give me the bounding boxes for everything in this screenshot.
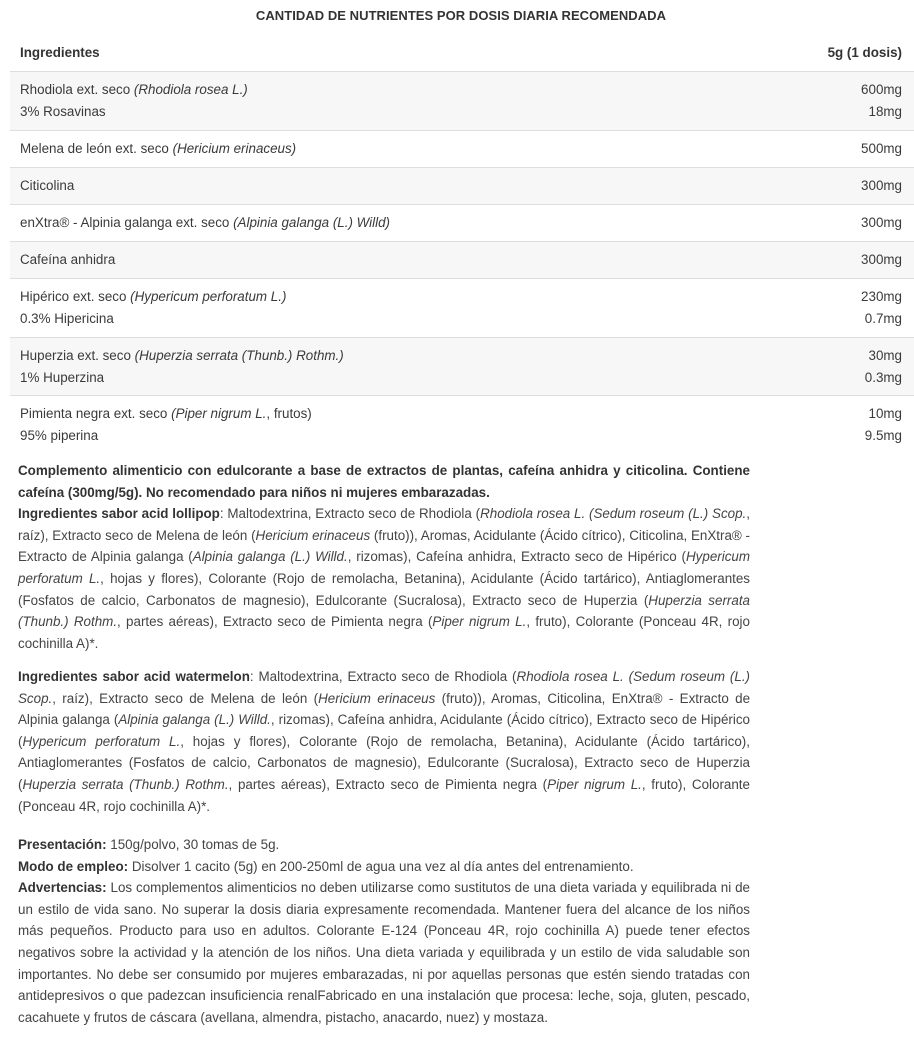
ingredient-subname: 0.3% Hipericina	[20, 311, 114, 326]
page-title: CANTIDAD DE NUTRIENTES POR DOSIS DIARIA RECOMENDADA	[255, 8, 667, 23]
usage-paragraph	[18, 834, 750, 1028]
advertencias-label: Advertencias:	[18, 880, 107, 896]
ingredient-subname: 3% Rosavinas	[20, 104, 106, 119]
ingredient-subvalue: 0.3mg	[864, 370, 902, 385]
ingredient-value: 300mg	[861, 252, 902, 267]
table-header	[10, 34, 914, 72]
table-row	[10, 338, 914, 396]
ingredient-subvalue: 9.5mg	[864, 428, 902, 443]
header-ingredient: Ingredientes	[20, 45, 100, 60]
intro-text: Complemento alimenticio con edulcorante a base de extractos de plantas, cafeína anhidra y citicolina. Contiene cafeína (300mg/5g). No recomendado para niños ni mujeres embarazadas.	[18, 463, 750, 500]
ingredient-value: 230mg	[861, 289, 902, 304]
modo-label: Modo de empleo:	[18, 858, 129, 874]
advertencias-text: Los complementos alimenticios no deben utilizarse como sustitutos de una dieta variada y equilibrada ni de un estilo de vida sano. No superar la dosis diaria expresamente recomendada. Mantener fuera del alcance de los niños más pequeños. Producto para uso en adultos. Colorante E-124 (Ponceau 4R, rojo cochinilla A) puede tener efectos negativos sobre la actividad y la atención de los niños. Una dieta variada y equilibrada y un estilo de vida saludable son importantes. No debe ser consumido por mujeres embarazadas, ni por aquellas personas que estén siendo tratadas con antidepresivos o que padezcan insuficiencia renalFabricado en una instalación que procesa: leche, soja, gluten, pescado, cacahuete y frutos de cáscara (avellana, almendra, pistacho, anacardo, nuez) y mostaza.	[18, 880, 750, 1025]
table-row	[10, 205, 914, 242]
header-dose: 5g (1 dosis)	[827, 45, 902, 60]
table-row	[10, 242, 914, 279]
table-row	[10, 279, 914, 338]
presentacion-label: Presentación:	[18, 837, 107, 852]
ingredient-name: Pimienta negra ext. seco (Piper nigrum L., frutos)	[20, 406, 312, 421]
table-row	[10, 72, 914, 131]
ingredient-subname: 1% Huperzina	[20, 370, 105, 385]
watermelon-label: Ingredientes sabor acid watermelon	[18, 669, 250, 684]
table-row	[10, 131, 914, 168]
ingredient-name: Rhodiola ext. seco (Rhodiola rosea L.)	[20, 82, 248, 97]
ingredient-name: Huperzia ext. seco (Huperzia serrata (Thunb.) Rothm.)	[20, 348, 344, 363]
ingredient-value: 600mg	[861, 82, 902, 97]
modo-text: Disolver 1 cacito (5g) en 200-250ml de agua una vez al día antes del entrenamiento.	[128, 858, 634, 874]
ingredient-subvalue: 0.7mg	[864, 311, 902, 326]
ingredient-name: Citicolina	[20, 178, 75, 193]
ingredient-value: 300mg	[861, 178, 902, 193]
ingredient-value: 500mg	[861, 141, 902, 156]
ingredient-name: enXtra® - Alpinia galanga ext. seco (Alpinia galanga (L.) Willd)	[20, 215, 391, 230]
table-row	[10, 396, 914, 454]
ingredient-subname: 95% piperina	[20, 428, 99, 443]
lollipop-label: Ingredientes sabor acid lollipop	[18, 506, 220, 522]
ingredient-value: 300mg	[861, 215, 902, 230]
watermelon-paragraph: Ingredientes sabor acid watermelon: Maltodextrina, Extracto seco de Rhodiola (Rhodiola rosea L. (Sedum roseum (L.) Scop., raíz), Extracto seco de Melena de león (Hericium erinaceus (fruto)), Aromas, Citicolina, EnXtra® - Extracto de Alpinia galanga (Alpinia galanga (L.) Willd., rizomas), Cafeína anhidra, Acidulante (Ácido cítrico), Extracto seco de Hipérico (Hypericum perforatum L., hojas y flores), Colorante (Rojo de remolacha, Betanina), Acidulante (Ácido tartárico), Antiaglomerantes (Fosfatos de calcio, Carbonatos de magnesio), Edulcorante (Sucralosa), Extracto seco de Huperzia (Huperzia serrata (Thunb.) Rothm., partes aéreas), Extracto seco de Pimienta negra (Piper nigrum L., fruto), Colorante (Ponceau 4R, rojo cochinilla A)*.	[18, 669, 751, 814]
ingredient-name: Cafeína anhidra	[20, 252, 116, 267]
ingredient-value: 10mg	[868, 406, 902, 421]
intro-paragraph: Complemento alimenticio con edulcorante a base de extractos de plantas, cafeína anhidra y citicolina. Contiene cafeína (300mg/5g). No recomendado para niños ni mujeres embarazadas. Ingredientes sabor acid lollipop: Maltodextrina, Extracto seco de Rhodiola (Rhodiola rosea L. (Sedum roseum (L.) Scop., raíz), Extracto seco de Melena de león (Hericium erinaceus (fruto)), Aromas, Acidulante (Ácido cítrico), Citicolina, EnXtra® - Extracto de Alpinia galanga (Alpinia galanga (L.) Willd., rizomas), Cafeína anhidra, Extracto seco de Hipérico (Hypericum perforatum L., hojas y flores), Colorante (Rojo de remolacha, Betanina), Acidulante (Ácido tartárico), Antiaglomerantes (Fosfatos de calcio, Carbonatos de magnesio), Edulcorante (Sucralosa), Extracto seco de Huperzia (Huperzia serrata (Thunb.) Rothm., partes aéreas), Extracto seco de Pimienta negra (Piper nigrum L., fruto), Colorante (Ponceau 4R, rojo cochinilla A)*.	[18, 463, 751, 651]
ingredient-name: Melena de león ext. seco (Hericium erinaceus)	[20, 141, 297, 156]
table-row	[10, 168, 914, 205]
presentacion-text: 150g/polvo, 30 tomas de 5g.	[106, 837, 280, 852]
ingredient-value: 30mg	[868, 348, 902, 363]
ingredient-name: Hipérico ext. seco (Hypericum perforatum L.)	[20, 289, 287, 304]
nutrient-table	[10, 34, 914, 454]
ingredient-subvalue: 18mg	[868, 104, 902, 119]
product-description	[18, 460, 750, 654]
